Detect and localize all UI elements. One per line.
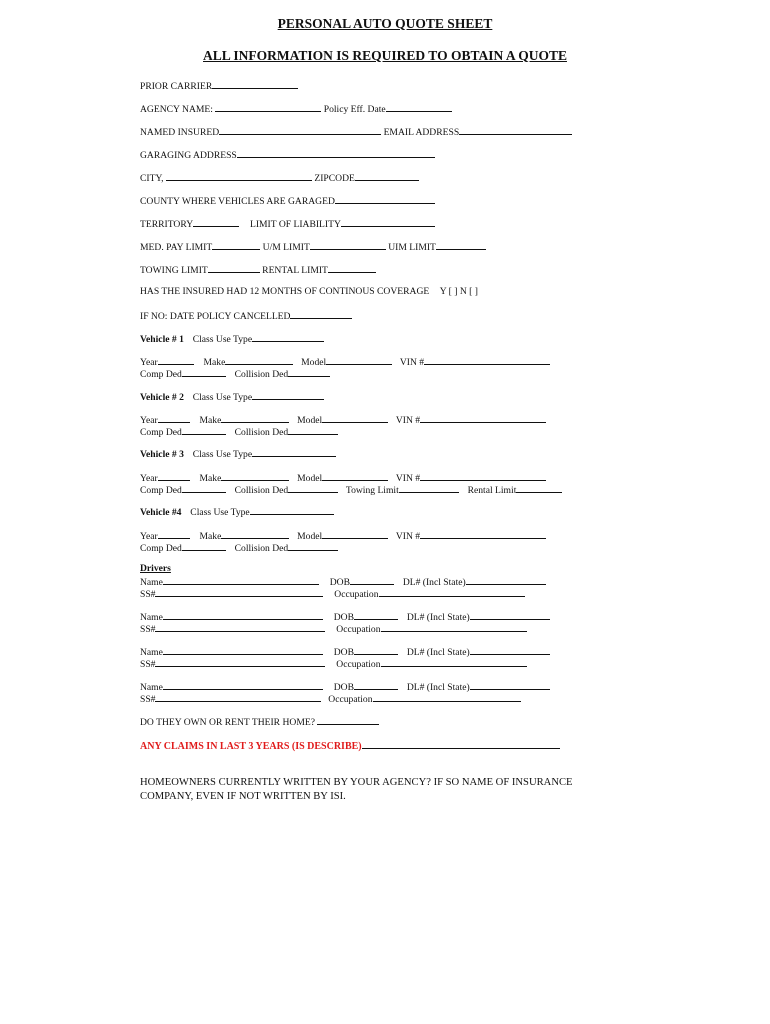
- comp-ded-label: Comp Ded: [140, 543, 182, 554]
- driver-dob-label: DOB: [333, 647, 354, 658]
- page-subtitle: ALL INFORMATION IS REQUIRED TO OBTAIN A QUOTE: [203, 48, 567, 63]
- comp-ded-label: Comp Ded: [140, 485, 182, 496]
- driver-name-label: Name: [140, 577, 163, 588]
- collision-ded-label: Collision Ded: [234, 427, 289, 438]
- uim-limit-label: UIM LIMIT: [388, 242, 436, 253]
- driver-1-dl-field[interactable]: [466, 575, 546, 585]
- rental-limit-field[interactable]: [328, 263, 376, 273]
- named-insured-label: NAMED INSURED: [140, 127, 220, 138]
- vehicle-2-collision-ded-field[interactable]: [288, 425, 338, 435]
- driver-2-dl-field[interactable]: [470, 610, 550, 620]
- garaging-row: [140, 148, 435, 162]
- garaging-address-field[interactable]: [237, 148, 435, 158]
- vehicle-2-vin-field[interactable]: [420, 413, 546, 423]
- towing-rental-row: [140, 263, 376, 277]
- driver-dob-label: DOB: [333, 682, 354, 693]
- vehicle-3-towing-limit-field[interactable]: [399, 483, 459, 493]
- county-label: COUNTY WHERE VEHICLES ARE GARAGED: [140, 196, 335, 207]
- driver-1-row-2: [140, 587, 525, 601]
- territory-label: TERRITORY: [140, 219, 194, 230]
- comp-ded-label: Comp Ded: [140, 427, 182, 438]
- vehicle-4-model-field[interactable]: [322, 529, 388, 539]
- uim-limit-field[interactable]: [436, 240, 486, 250]
- um-limit-label: U/M LIMIT: [262, 242, 310, 253]
- own-rent-row: [140, 715, 379, 729]
- city-field[interactable]: [166, 171, 312, 181]
- make-label: Make: [199, 531, 222, 542]
- vehicle-3-comp-ded-field[interactable]: [182, 483, 226, 493]
- vin-label: VIN #: [399, 357, 425, 368]
- vehicle-4-comp-ded-field[interactable]: [182, 541, 226, 551]
- email-address-field[interactable]: [459, 125, 572, 135]
- vehicle-2-model-field[interactable]: [322, 413, 388, 423]
- driver-occupation-label: Occupation: [336, 624, 381, 635]
- driver-dl-label: DL# (Incl State): [406, 682, 470, 693]
- driver-occupation-label: Occupation: [328, 694, 373, 705]
- vehicle-1-class-use-field[interactable]: [252, 332, 324, 342]
- vehicle-4-class-use-label: Class Use Type: [190, 507, 250, 518]
- continuous-coverage-row: [140, 286, 478, 298]
- vehicle-1-make-field[interactable]: [225, 355, 293, 365]
- vehicle-1-vin-field[interactable]: [424, 355, 550, 365]
- vehicle-4-header: [140, 505, 334, 519]
- claims-field[interactable]: [362, 739, 560, 749]
- vehicle-4-collision-ded-field[interactable]: [288, 541, 338, 551]
- driver-occupation-label: Occupation: [334, 589, 379, 600]
- med-pay-limit-label: MED. PAY LIMIT: [140, 242, 213, 253]
- vehicle-2-make-field[interactable]: [221, 413, 289, 423]
- vehicle-3-rental-limit-field[interactable]: [516, 483, 562, 493]
- year-label: Year: [140, 415, 158, 426]
- driver-dob-label: DOB: [329, 577, 350, 588]
- vehicle-3-collision-ded-field[interactable]: [288, 483, 338, 493]
- driver-4-occupation-field[interactable]: [373, 692, 521, 702]
- zipcode-label: ZIPCODE: [314, 173, 355, 184]
- limit-of-liability-label: LIMIT OF LIABILITY: [249, 219, 341, 230]
- driver-4-ss-field[interactable]: [155, 692, 321, 702]
- collision-ded-label: Collision Ded: [234, 543, 289, 554]
- claims-label: ANY CLAIMS IN LAST 3 YEARS (IS DESCRIBE): [140, 741, 362, 752]
- driver-4-dob-field[interactable]: [354, 680, 398, 690]
- collision-ded-label: Collision Ded: [234, 369, 289, 380]
- collision-ded-label: Collision Ded: [234, 485, 289, 496]
- driver-1-occupation-field[interactable]: [379, 587, 525, 597]
- towing-limit-label: Towing Limit: [345, 485, 399, 496]
- continuous-coverage-label: HAS THE INSURED HAD 12 MONTHS OF CONTINOUS COVERAGE: [140, 286, 430, 297]
- driver-dl-label: DL# (Incl State): [406, 612, 470, 623]
- agency-name-label: AGENCY NAME:: [140, 104, 213, 115]
- homeowners-line-1: HOMEOWNERS CURRENTLY WRITTEN BY YOUR AGENCY? IF SO NAME OF INSURANCE: [140, 777, 573, 788]
- vehicle-2-header: [140, 390, 324, 404]
- limits-row: [140, 240, 486, 254]
- vin-label: VIN #: [395, 531, 421, 542]
- prior-carrier-field[interactable]: [212, 79, 298, 89]
- vehicle-4-class-use-field[interactable]: [250, 505, 334, 515]
- limit-of-liability-field[interactable]: [341, 217, 435, 227]
- model-label: Model: [297, 531, 323, 542]
- vehicle-3-model-field[interactable]: [322, 471, 388, 481]
- vehicle-2-year-field[interactable]: [158, 413, 190, 423]
- make-label: Make: [203, 357, 226, 368]
- county-row: [140, 194, 435, 208]
- driver-dl-label: DL# (Incl State): [402, 577, 466, 588]
- vehicle-1-row-2: [140, 367, 330, 381]
- vehicle-3-header: [140, 447, 336, 461]
- zipcode-field[interactable]: [355, 171, 419, 181]
- date-cancelled-label: IF NO: DATE POLICY CANCELLED: [140, 311, 291, 322]
- vehicle-1-collision-ded-field[interactable]: [288, 367, 330, 377]
- policy-eff-date-field[interactable]: [386, 102, 452, 112]
- vin-label: VIN #: [395, 415, 421, 426]
- driver-2-ss-field[interactable]: [155, 622, 325, 632]
- policy-eff-date-label: Policy Eff. Date: [323, 104, 386, 115]
- vehicle-1-header: [140, 332, 324, 346]
- driver-ss-label: SS#: [140, 694, 156, 705]
- driver-occupation-label: Occupation: [336, 659, 381, 670]
- prior-carrier-row: [140, 79, 298, 93]
- vehicle-1-label: Vehicle # 1: [140, 334, 184, 345]
- driver-name-label: Name: [140, 682, 163, 693]
- driver-2-dob-field[interactable]: [354, 610, 398, 620]
- year-label: Year: [140, 357, 158, 368]
- own-rent-label: DO THEY OWN OR RENT THEIR HOME?: [140, 717, 315, 728]
- vehicle-2-row-2: [140, 425, 338, 439]
- um-limit-field[interactable]: [310, 240, 386, 250]
- territory-row: [140, 217, 435, 231]
- towing-limit-field[interactable]: [208, 263, 260, 273]
- vin-label: VIN #: [395, 473, 421, 484]
- vehicle-3-class-use-field[interactable]: [252, 447, 336, 457]
- driver-4-dl-field[interactable]: [470, 680, 550, 690]
- vehicle-2-class-use-field[interactable]: [252, 390, 324, 400]
- driver-2-occupation-field[interactable]: [381, 622, 527, 632]
- vehicle-1-model-field[interactable]: [326, 355, 392, 365]
- agency-name-field[interactable]: [215, 102, 321, 112]
- year-label: Year: [140, 531, 158, 542]
- garaging-address-label: GARAGING ADDRESS: [140, 150, 237, 161]
- vehicle-3-vin-field[interactable]: [420, 471, 546, 481]
- vehicle-4-row-2: [140, 541, 338, 555]
- rental-limit-label: RENTAL LIMIT: [262, 265, 328, 276]
- yes-no-checkboxes[interactable]: Y [ ] N [ ]: [439, 286, 478, 297]
- driver-3-row-2: [140, 657, 527, 671]
- comp-ded-label: Comp Ded: [140, 369, 182, 380]
- driver-1-dob-field[interactable]: [350, 575, 394, 585]
- driver-1-ss-field[interactable]: [155, 587, 323, 597]
- vehicle-1-class-use-label: Class Use Type: [192, 334, 253, 345]
- own-rent-field[interactable]: [317, 715, 379, 725]
- driver-dl-label: DL# (Incl State): [406, 647, 470, 658]
- driver-4-name-field[interactable]: [163, 680, 323, 690]
- model-label: Model: [297, 473, 323, 484]
- driver-ss-label: SS#: [140, 589, 156, 600]
- vehicle-3-make-field[interactable]: [221, 471, 289, 481]
- vehicle-1-year-field[interactable]: [158, 355, 194, 365]
- driver-1-name-field[interactable]: [163, 575, 319, 585]
- page-title: PERSONAL AUTO QUOTE SHEET: [277, 16, 493, 31]
- driver-3-ss-field[interactable]: [155, 657, 325, 667]
- vehicle-4-make-field[interactable]: [221, 529, 289, 539]
- email-address-label: EMAIL ADDRESS: [383, 127, 460, 138]
- homeowners-line-2: COMPANY, EVEN IF NOT WRITTEN BY ISI.: [140, 791, 346, 802]
- named-insured-row: [140, 125, 572, 139]
- driver-name-label: Name: [140, 612, 163, 623]
- driver-ss-label: SS#: [140, 659, 156, 670]
- vehicle-2-comp-ded-field[interactable]: [182, 425, 226, 435]
- vehicle-2-class-use-label: Class Use Type: [192, 392, 253, 403]
- driver-3-name-field[interactable]: [163, 645, 323, 655]
- vehicle-3-label: Vehicle # 3: [140, 449, 184, 460]
- rental-limit-label: Rental Limit: [467, 485, 517, 496]
- prior-carrier-label: PRIOR CARRIER: [140, 81, 213, 92]
- med-pay-limit-field[interactable]: [212, 240, 260, 250]
- towing-limit-label: TOWING LIMIT: [140, 265, 208, 276]
- city-row: [140, 171, 419, 185]
- driver-name-label: Name: [140, 647, 163, 658]
- county-field[interactable]: [335, 194, 435, 204]
- territory-field[interactable]: [193, 217, 239, 227]
- driver-ss-label: SS#: [140, 624, 156, 635]
- driver-3-occupation-field[interactable]: [381, 657, 527, 667]
- vehicle-2-label: Vehicle # 2: [140, 392, 184, 403]
- vehicle-4-label: Vehicle #4: [140, 507, 182, 518]
- vehicle-3-year-field[interactable]: [158, 471, 190, 481]
- date-cancelled-row: [140, 309, 352, 323]
- make-label: Make: [199, 415, 222, 426]
- driver-3-dl-field[interactable]: [470, 645, 550, 655]
- driver-3-dob-field[interactable]: [354, 645, 398, 655]
- vehicle-3-row-2: [140, 483, 562, 497]
- named-insured-field[interactable]: [219, 125, 381, 135]
- driver-2-name-field[interactable]: [163, 610, 323, 620]
- date-cancelled-field[interactable]: [290, 309, 352, 319]
- model-label: Model: [297, 415, 323, 426]
- driver-4-row-2: [140, 692, 521, 706]
- make-label: Make: [199, 473, 222, 484]
- driver-2-row-2: [140, 622, 527, 636]
- driver-dob-label: DOB: [333, 612, 354, 623]
- vehicle-1-comp-ded-field[interactable]: [182, 367, 226, 377]
- vehicle-4-year-field[interactable]: [158, 529, 190, 539]
- drivers-heading: Drivers: [140, 563, 171, 574]
- year-label: Year: [140, 473, 158, 484]
- vehicle-4-vin-field[interactable]: [420, 529, 546, 539]
- city-label: CITY,: [140, 173, 164, 184]
- vehicle-3-class-use-label: Class Use Type: [192, 449, 253, 460]
- agency-row: [140, 102, 452, 116]
- claims-row: [140, 739, 560, 753]
- model-label: Model: [301, 357, 327, 368]
